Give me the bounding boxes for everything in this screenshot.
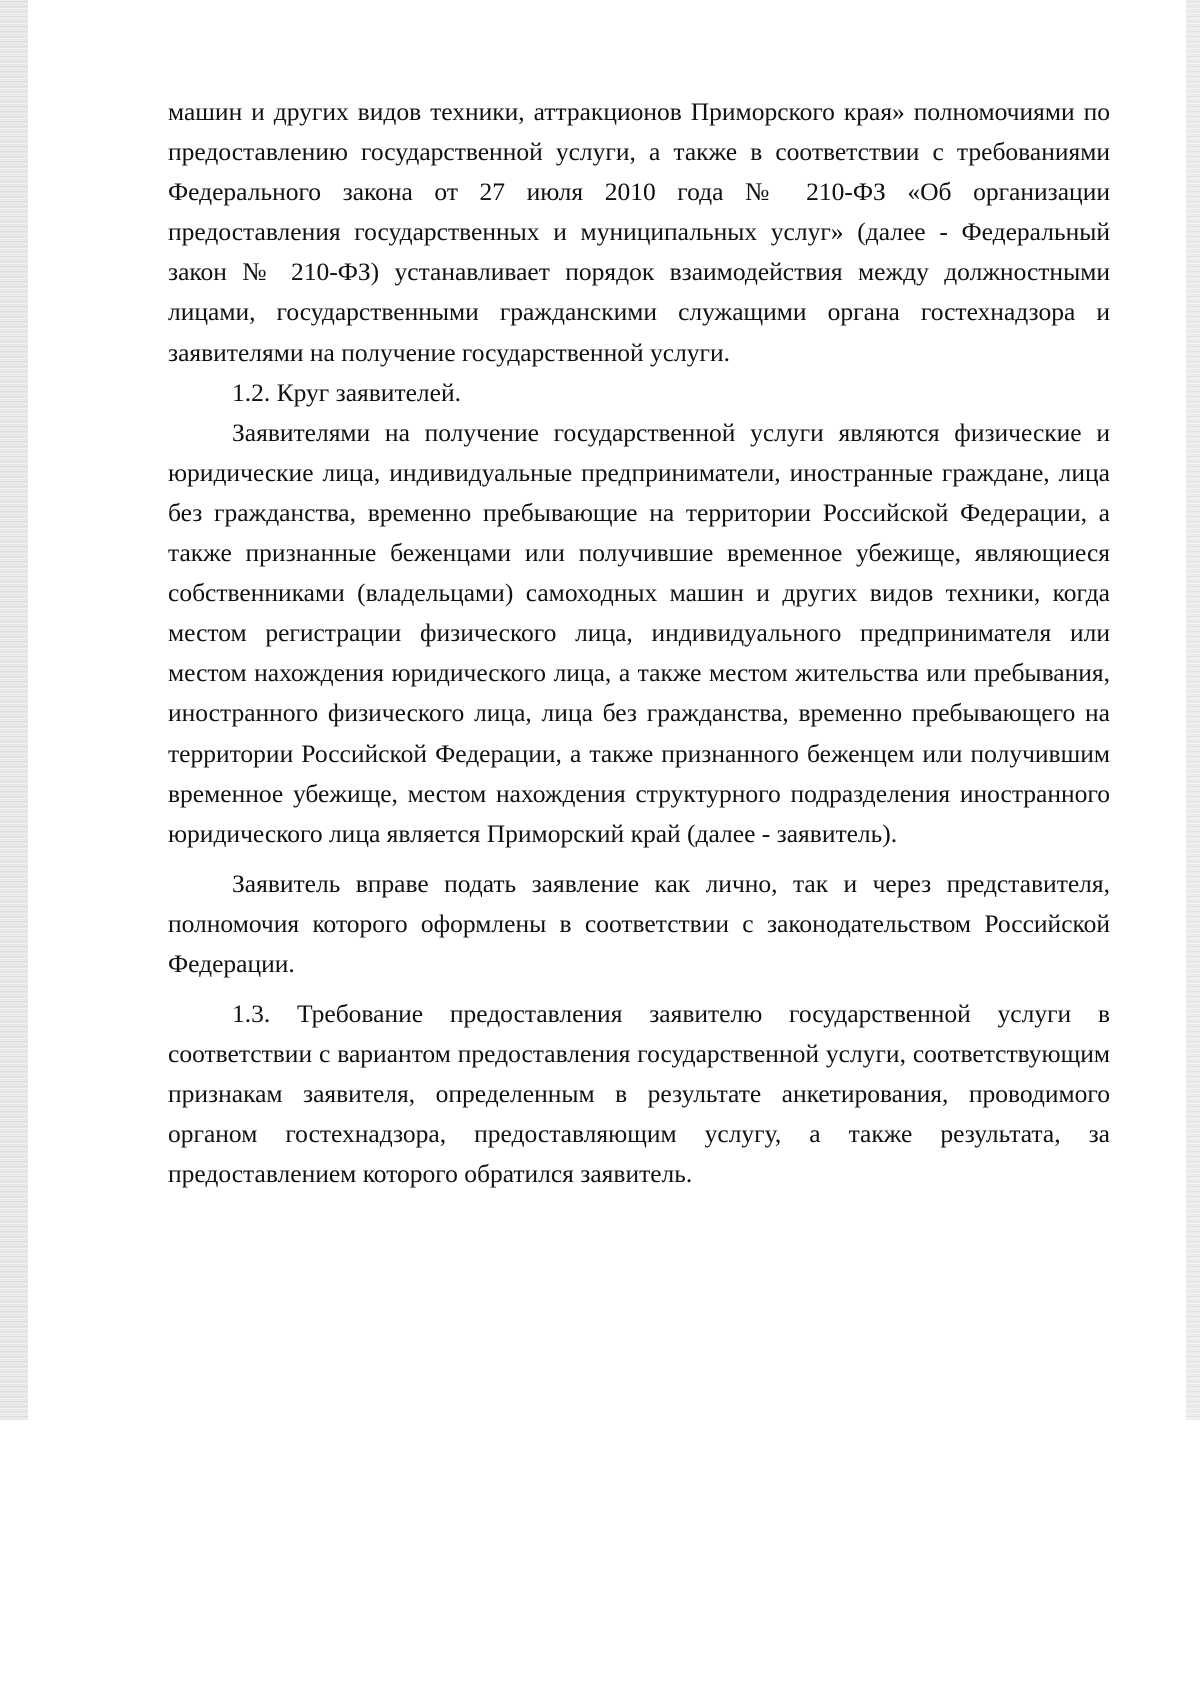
scan-edge-right [1186, 0, 1200, 1420]
paragraph-procedure: машин и других видов техники, аттракционов Приморского края» полномочиями по предоставлению государственной услуги, а также в соответствии с требованиями Федерального закона от 27 июля 2010 года № 210-ФЗ «Об организации предоставления государственных и муниципальных услуг» (далее - Федеральный закон № 210-ФЗ) устанавливает порядок взаимодействия между должностными лицами, государственными гражданскими служащими органа гостехнадзора и заявителями на получение государственной услуги. [168, 97, 1110, 367]
section-heading-1-2: 1.2. Круг заявителей. [232, 377, 461, 407]
section-1-3-requirement: 1.3. Требование предоставления заявителю государственной услуги в соответствии с вариантом предоставления государственной услуги, соответствующим признакам заявителя, определенным в результате анкетирования, проводимого органом гостехнадзора, предоставляющим услугу, а также результата, за предоставлением которого обратился заявитель. [168, 999, 1110, 1189]
paragraph-applicants: Заявителями на получение государственной услуги являются физические и юридические лица, индивидуальные предприниматели, иностранные граждане, лица без гражданства, временно пребывающие на территории Российской Федерации, а также признанные беженцами или получившие временное убежище, являющиеся собственниками (владельцами) самоходных машин и других видов техники, когда местом регистрации физического лица, индивидуального предпринимателя или местом нахождения юридического лица, а также местом жительства или пребывания, иностранного физического лица, лица без гражданства, временно пребывающего на территории Российской Федерации, а также признанного беженцем или получившим временное убежище, местом нахождения структурного подразделения иностранного юридического лица является Приморский край (далее - заявитель). [168, 417, 1110, 848]
scan-edge-left [0, 0, 28, 1420]
paragraph-representative: Заявитель вправе подать заявление как лично, так и через представителя, полномочия которого оформлены в соответствии с законодательством Российской Федерации. [168, 868, 1110, 978]
document-body [168, 92, 1110, 1195]
